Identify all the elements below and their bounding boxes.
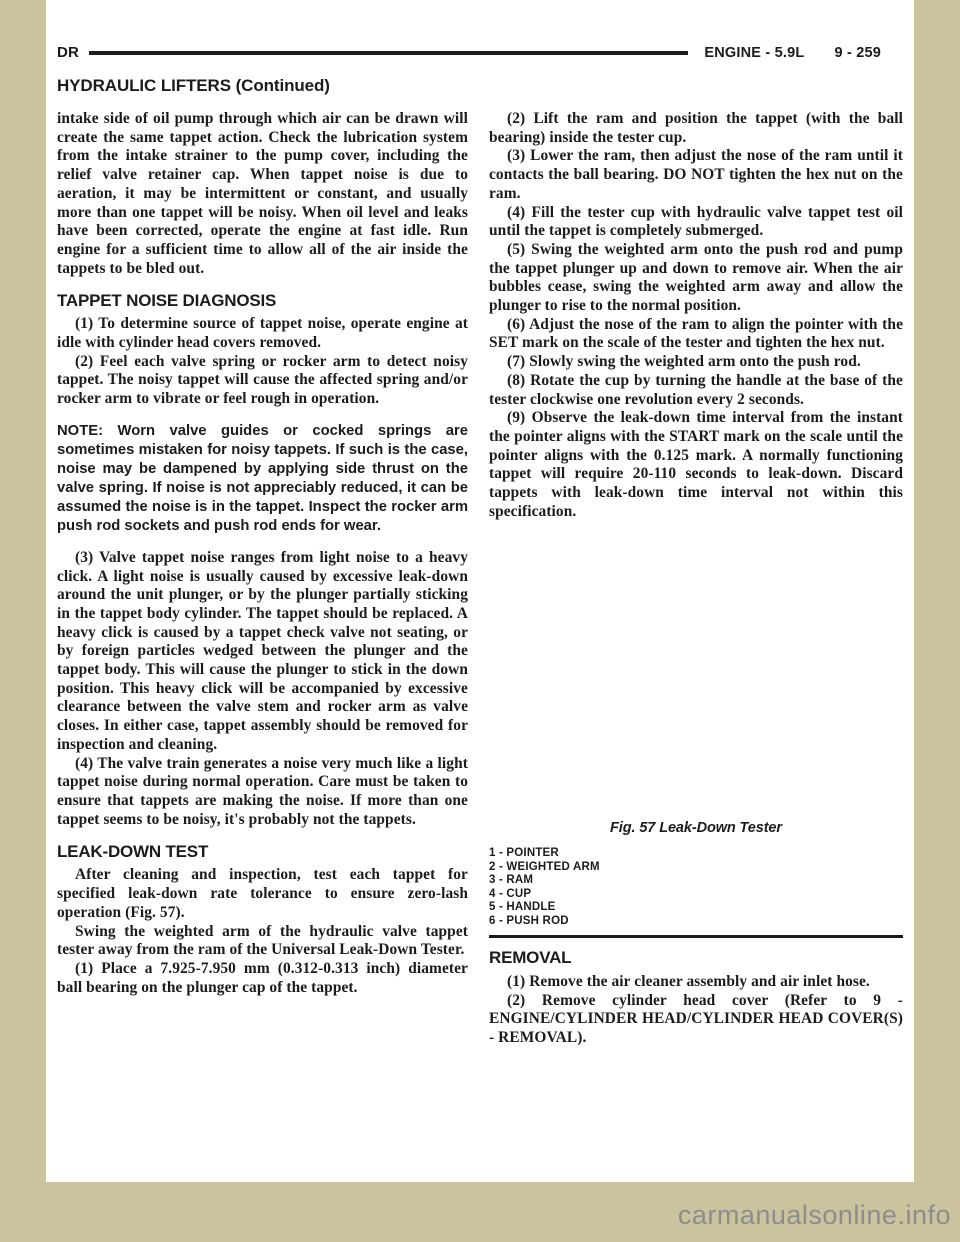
paragraph-intro: intake side of oil pump through which air can be drawn will create the same tappet action. Check the lubrication system from the intake strainer to the pump cover, including the relief valve retainer cap. When tappet noise is due to aeration, it may be intermittent or constant, and usually more than one tappet will be noisy. When oil level and leaks have been corrected, operate the engine at fast idle. Run engine for a sufficient time to allow all of the air inside the tappets to be bled out. bbox=[57, 110, 468, 277]
left-column bbox=[57, 110, 468, 997]
paragraph-leak-step-7: (7) Slowly swing the weighted arm onto the push rod. bbox=[507, 353, 861, 371]
model-code: DR bbox=[57, 44, 80, 61]
figure-legend bbox=[489, 847, 903, 928]
paragraph-step-3: (3) Valve tappet noise ranges from light noise to a heavy click. A light noise is usually caused by excessive leak-down around the unit plunger, or by the plunger partially sticking in the tappet body cylinder. The tappet should be replaced. A heavy click is caused by a tappet check valve not seating, or by foreign particles wedged between the plunger and the tappet body. This will cause the plunger to stick in the down position. This heavy click will be accompanied by excessive clearance between the valve stem and rocker arm as valve closes. In either case, tappet assembly should be removed for inspection and cleaning. bbox=[57, 548, 468, 753]
legend-item-handle: 5 - HANDLE bbox=[489, 901, 556, 914]
paragraph-step-2: (2) Feel each valve spring or rocker arm to detect noisy tappet. The noisy tappet will cause the affected spring and/or rocker arm to vibrate or feel rough in operation. bbox=[57, 352, 468, 408]
section-banner: HYDRAULIC LIFTERS (Continued) bbox=[57, 76, 330, 95]
heading-tappet-noise-diagnosis: TAPPET NOISE DIAGNOSIS bbox=[57, 291, 277, 311]
legend-item-pointer: 1 - POINTER bbox=[489, 847, 559, 860]
legend-item-ram: 3 - RAM bbox=[489, 874, 534, 887]
paragraph-leak-step-8: (8) Rotate the cup by turning the handle at the base of the tester clockwise one revolution every 2 seconds. bbox=[489, 371, 903, 408]
note-paragraph: NOTE: Worn valve guides or cocked springs are sometimes mistaken for noisy tappets. If such is the case, noise may be dampened by applying side thrust on the valve spring. If noise is not appreciably reduced, it can be assumed the noise is in the tappet. Inspect the rocker arm push rod sockets and push rod ends for wear. bbox=[57, 422, 468, 534]
paragraph-step-1: (1) To determine source of tappet noise, operate engine at idle with cylinder head covers removed. bbox=[57, 315, 468, 352]
right-column bbox=[489, 110, 903, 1048]
legend-item-cup: 4 - CUP bbox=[489, 887, 532, 900]
heading-removal: REMOVAL bbox=[489, 947, 572, 967]
paragraph-after-cleaning: After cleaning and inspection, test each tappet for specified leak-down rate tolerance to ensure zero-lash operation (Fig. 57). bbox=[57, 866, 468, 921]
figure-57-placeholder bbox=[489, 521, 903, 820]
header-rule bbox=[89, 51, 688, 55]
paragraph-leak-step-6: (6) Adjust the nose of the ram to align the pointer with the SET mark on the scale of the tester and tighten the hex nut. bbox=[489, 315, 903, 352]
heading-leak-down-test: LEAK-DOWN TEST bbox=[57, 842, 209, 862]
paragraph-leak-step-4: (4) Fill the tester cup with hydraulic valve tappet test oil until the tappet is completely submerged. bbox=[489, 203, 903, 240]
paragraph-swing-arm: Swing the weighted arm of the hydraulic valve tappet tester away from the ram of the Universal Leak-Down Tester. bbox=[57, 922, 468, 959]
paragraph-leak-step-3: (3) Lower the ram, then adjust the nose of the ram until it contacts the ball bearing. DO NOT tighten the hex nut on the ram. bbox=[489, 147, 903, 202]
header-page-number: 9 - 259 bbox=[834, 44, 881, 61]
paragraph-leak-step-5: (5) Swing the weighted arm onto the push rod and pump the tappet plunger up and down to remove air. When the air bubbles cease, swing the weighted arm away and allow the plunger to rise to the normal position. bbox=[489, 240, 903, 315]
paragraph-step-4: (4) The valve train generates a noise very much like a light tappet noise during normal operation. Care must be taken to ensure that tappets are making the noise. If more than one tappet seems to be noisy, it's probably not the tappets. bbox=[57, 754, 468, 828]
manual-page bbox=[46, 0, 914, 1182]
paragraph-leak-step-1: (1) Place a 7.925-7.950 mm (0.312-0.313 inch) diameter ball bearing on the plunger cap of the tappet. bbox=[57, 959, 468, 996]
paragraph-removal-step-2: (2) Remove cylinder head cover (Refer to 9 - ENGINE/CYLINDER HEAD/CYLINDER HEAD COVER(S) - REMOVAL). bbox=[489, 991, 903, 1047]
legend-item-push-rod: 6 - PUSH ROD bbox=[489, 914, 569, 927]
legend-item-weighted-arm: 2 - WEIGHTED ARM bbox=[489, 860, 600, 873]
watermark: carmanualsonline.info bbox=[677, 1200, 951, 1230]
figure-divider-rule bbox=[489, 935, 903, 938]
paragraph-leak-step-9: (9) Observe the leak-down time interval from the instant the pointer aligns with the START mark on the scale until the pointer aligns with the 0.125 mark. A normally functioning tappet will require 20-110 seconds to leak-down. Discard tappets with leak-down time interval not within this specification. bbox=[489, 409, 903, 520]
paragraph-leak-step-2: (2) Lift the ram and position the tappet (with the ball bearing) inside the tester cup. bbox=[489, 110, 903, 146]
figure-caption: Fig. 57 Leak-Down Tester bbox=[610, 820, 782, 837]
paragraph-removal-step-1: (1) Remove the air cleaner assembly and air inlet hose. bbox=[507, 972, 870, 990]
page-header bbox=[57, 44, 881, 61]
header-section-title: ENGINE - 5.9L bbox=[704, 44, 805, 61]
